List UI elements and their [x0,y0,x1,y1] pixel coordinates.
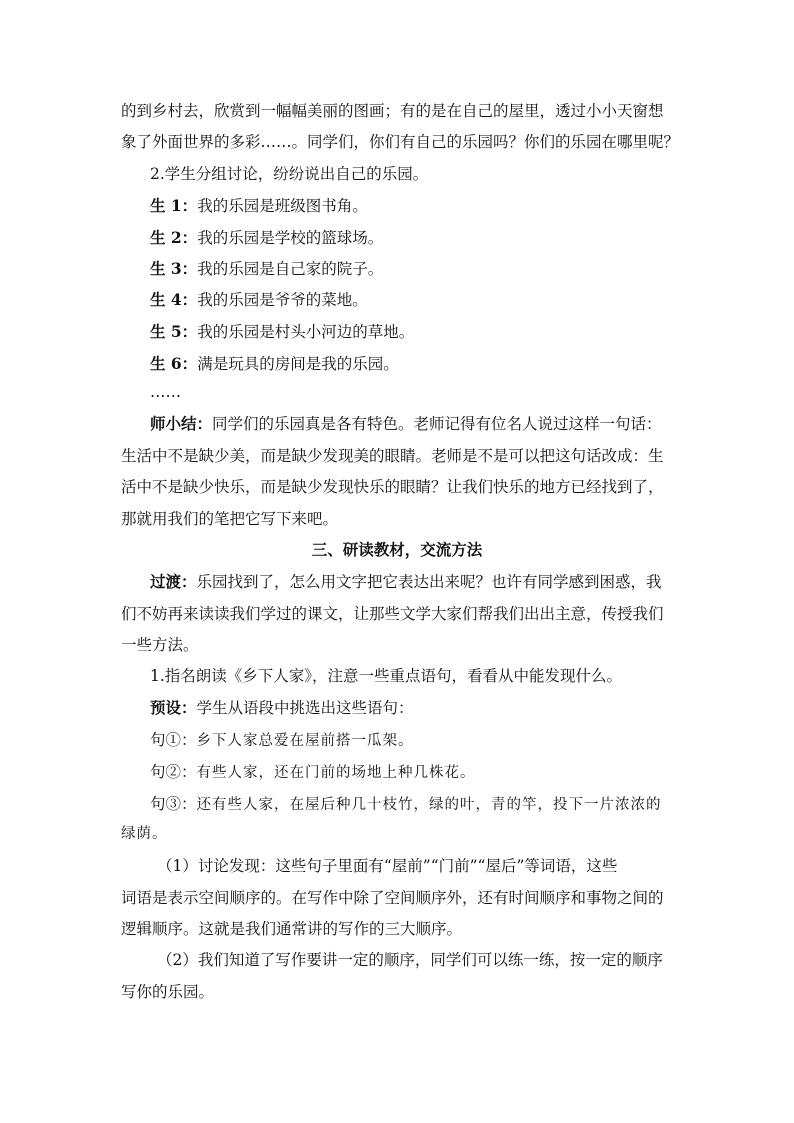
summary-label: 师小结： [150,414,213,433]
preset-line [150,698,414,718]
preset-text: 学生从语段中挑选出这些语句： [196,699,414,717]
summary-line-4: 那就用我们的笔把它写下来吧。 [121,510,339,528]
student-line-5 [150,322,414,342]
sentence-3-cont: 绿荫。 [121,826,168,842]
practice-line-1: （2）我们知道了写作要讲一定的顺序，同学们可以练一练，按一定的顺序 [157,951,663,969]
step-1-text: 1.指名朗读《乡下人家》，注意一些重点语句，看看从中能发现什么。 [150,667,623,685]
sentence-text: 乡下人家总爱在屋前搭一瓜架。 [196,733,414,749]
paragraph-line: 的到乡村去，欣赏到一幅幅美丽的图画；有的是在自己的屋里，透过小小天窗想 [121,102,664,120]
student-line-4 [150,290,368,310]
summary-line-3: 活中不是缺少快乐，而是缺少发现快乐的眼睛？让我们快乐的地方已经找到了， [121,478,664,496]
sentence-text: 还有些人家，在屋后种几十枝竹，绿的叶，青的竿，投下一片浓浓的 [196,797,662,813]
transition-line-3: 一些方法。 [121,636,199,654]
student-label: 生 6： [150,354,198,373]
sentence-2 [150,762,476,783]
step-2-text: 2.学生分组讨论，纷纷说出自己的乐园。 [150,165,429,183]
sentence-label: 句③： [150,795,197,813]
summary-text: 同学们的乐园真是各有特色。老师记得有位名人说过这样一句话： [212,415,662,433]
transition-line-1 [150,572,662,592]
student-label: 生 4： [150,290,198,309]
student-text: 我的乐园是自己家的院子。 [197,260,384,278]
student-label: 生 1： [150,196,198,215]
transition-text: 乐园找到了，怎么用文字把它表达出来呢？也许有同学感到困惑，我 [196,573,662,591]
student-label: 生 3： [150,259,198,278]
ellipsis: …… [150,383,181,401]
student-label: 生 5： [150,322,198,341]
sentence-text: 有些人家，还在门前的场地上种几株花。 [196,765,476,781]
sentence-3 [150,794,662,815]
section-heading: 三、研读教材，交流方法 [311,540,483,559]
student-text: 我的乐园是爷爷的菜地。 [197,291,368,309]
student-text: 满是玩具的房间是我的乐园。 [197,355,399,373]
sentence-label: 句②： [150,763,197,781]
student-text: 我的乐园是村头小河边的草地。 [197,323,415,341]
discussion-line-3: 逻辑顺序。这就是我们通常讲的写作的三大顺序。 [121,920,463,938]
student-text: 我的乐园是班级图书角。 [197,197,368,215]
discussion-line-2: 词语是表示空间顺序的。在写作中除了空间顺序外，还有时间顺序和事物之间的 [121,889,664,907]
transition-line-2: 们不妨再来读读我们学过的课文，让那些文学大家们帮我们出出主意，传授我们 [121,605,664,623]
student-line-6 [150,354,399,374]
sentence-label: 句①： [150,731,197,749]
student-label: 生 2： [150,228,198,247]
paragraph-line: 象了外面世界的多彩……。同学们，你们有自己的乐园吗？你们的乐园在哪里呢？ [121,133,680,151]
student-line-1 [150,196,368,216]
student-line-3 [150,259,383,279]
discussion-line-1: （1）讨论发现：这些句子里面有“屋前”“门前”“屋后”等词语，这些 [157,857,618,875]
practice-line-2: 写你的乐园。 [121,983,215,1001]
summary-line-1 [150,414,662,434]
summary-line-2: 生活中不是缺少美，而是缺少发现美的眼睛。老师是不是可以把这句话改成：生 [121,447,664,465]
transition-label: 过渡： [150,572,197,591]
preset-label: 预设： [150,698,197,717]
sentence-1 [150,730,414,751]
student-line-2 [150,228,383,248]
student-text: 我的乐园是学校的篮球场。 [197,229,384,247]
